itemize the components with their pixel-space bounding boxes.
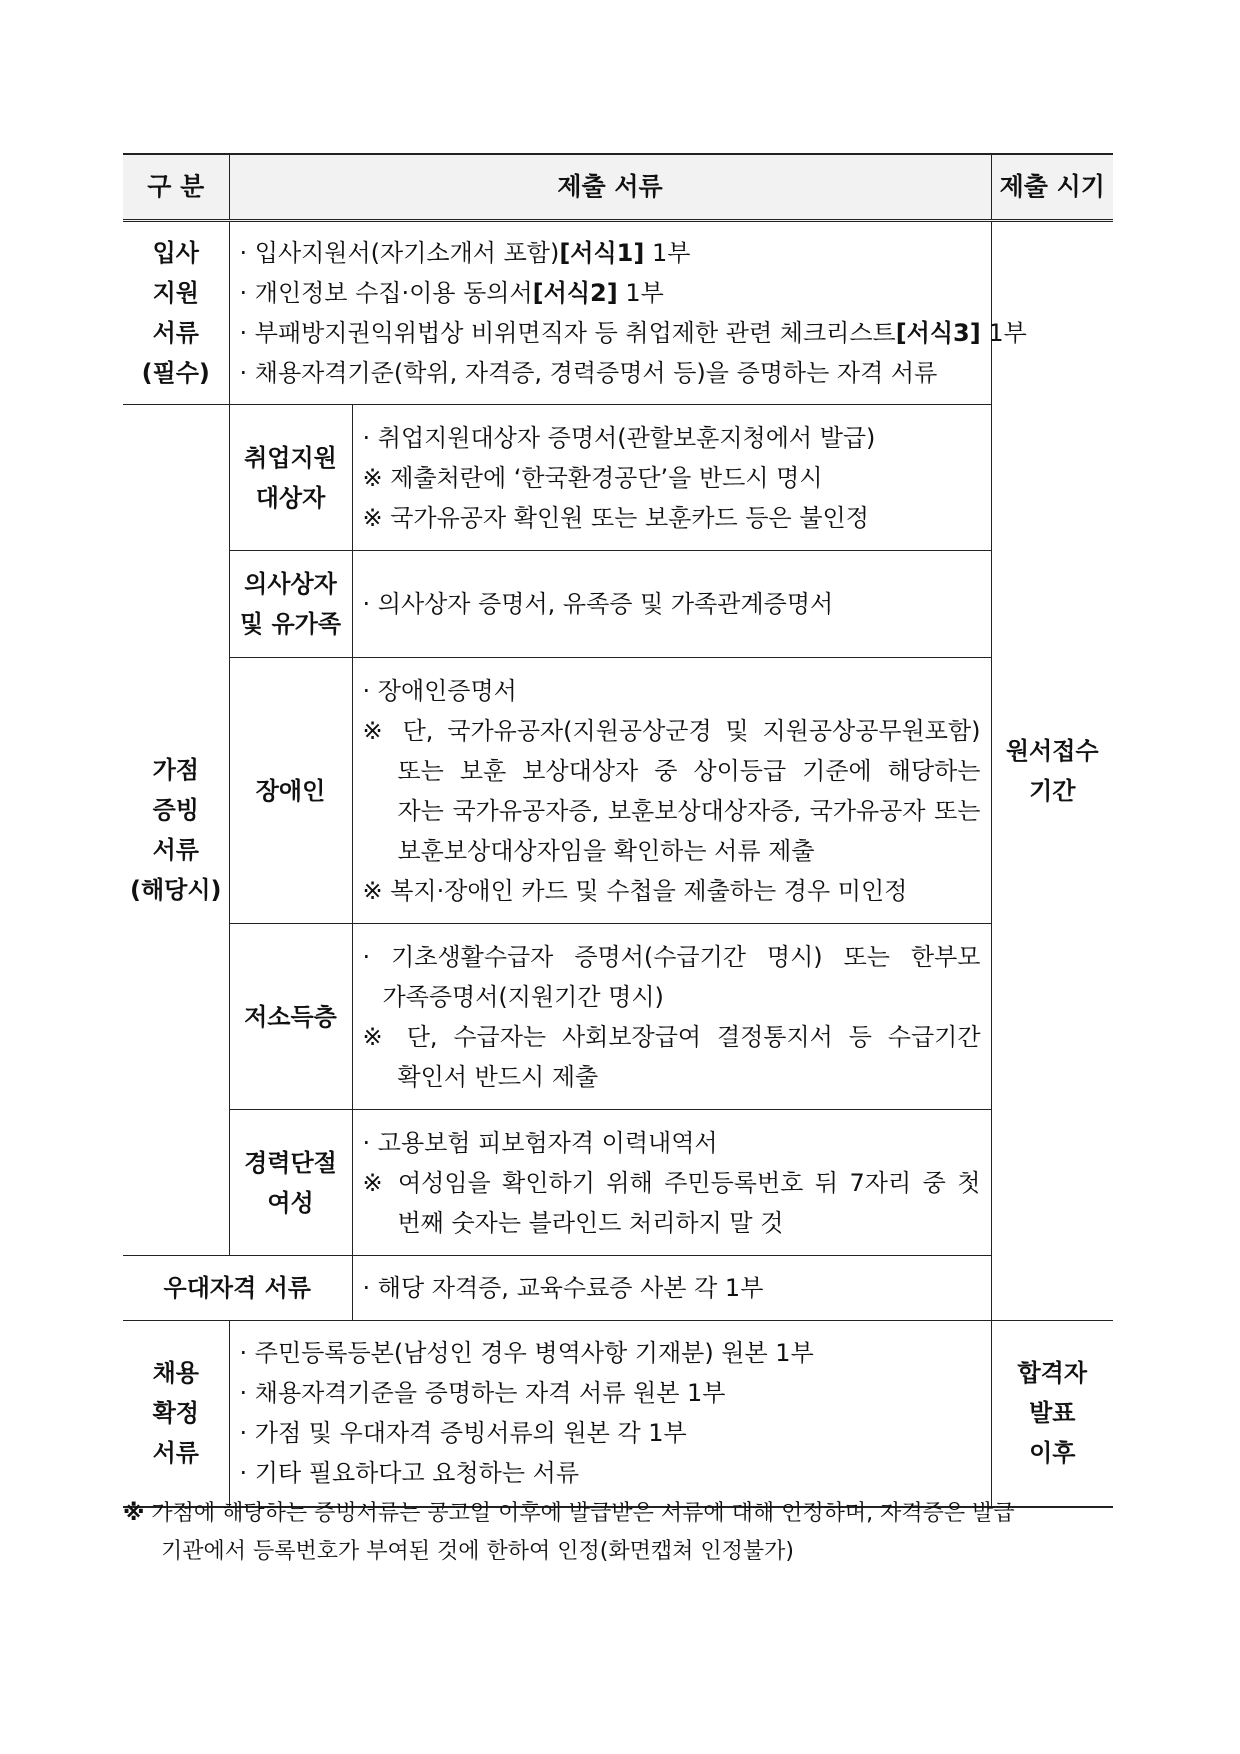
list-item: 가족증명서(지원기간 명시) (382, 982, 664, 1011)
timing-application-period: 원서접수 기간 (991, 221, 1113, 1321)
header-timing: 제출 시기 (991, 154, 1113, 221)
list-item: ※ 여성임을 확인하기 위해 주민등록번호 뒤 7자리 중 첫 (362, 1168, 981, 1197)
bonus-row-employment-support (123, 405, 1113, 551)
list-item: ※ 단, 수급자는 사회보장급여 결정통지서 등 수급기간 (362, 1022, 981, 1051)
list-item: · 채용자격기준을 증명하는 자격 서류 원본 1부 (239, 1379, 726, 1408)
bonus-label-disabled: 장애인 (229, 658, 352, 924)
footnote-line-2: 기관에서 등록번호가 부여된 것에 한하여 인정(화면캡쳐 인정불가) (161, 1539, 794, 1564)
list-item: 또는 보훈 보상대상자 중 상이등급 기준에 해당하는 (397, 756, 981, 785)
list-item: ※ 단, 국가유공자(지원공상군경 및 지원공상공무원포함) (362, 716, 981, 745)
header-documents: 제출 서류 (229, 154, 991, 221)
application-row (123, 221, 1113, 405)
bonus-row-career-break (123, 1110, 1113, 1256)
footnote (123, 1495, 1113, 1571)
timing-after-announcement: 합격자 발표 이후 (991, 1321, 1113, 1507)
bonus-row-disabled (123, 658, 1113, 924)
footnote-line-1: ※ 가점에 해당하는 증빙서류는 공고일 이후에 발급받은 서류에 대해 인정하며, 자격증은 발급 (123, 1501, 1015, 1526)
list-item: 보훈보상대상자임을 확인하는 서류 제출 (397, 836, 815, 865)
list-item: · 해당 자격증, 교육수료증 사본 각 1부 (362, 1274, 764, 1302)
bonus-docs-low-income (352, 924, 991, 1110)
list-item: · 개인정보 수집·이용 동의서[서식2] 1부 (239, 279, 664, 307)
bonus-category: 가점 증빙 서류 (해당시) (123, 405, 229, 1256)
preference-docs (352, 1256, 991, 1321)
list-item: · 부패방지권익위법상 비위면직자 등 취업제한 관련 체크리스트[서식3] 1부 (239, 319, 1027, 347)
list-item: · 주민등록등본(남성인 경우 병역사항 기재분) 원본 1부 (239, 1339, 814, 1368)
list-item: ※ 국가유공자 확인원 또는 보훈카드 등은 불인정 (362, 503, 869, 532)
preference-row (123, 1256, 1113, 1321)
bonus-docs-employment-support (352, 405, 991, 551)
bonus-docs-career-break (352, 1110, 991, 1256)
list-item: · 기타 필요하다고 요청하는 서류 (239, 1459, 580, 1488)
application-category: 입사 지원 서류 (필수) (123, 221, 229, 405)
list-item: · 입사지원서(자기소개서 포함)[서식1] 1부 (239, 239, 691, 267)
list-item: 자는 국가유공자증, 보훈보상대상자증, 국가유공자 또는 (397, 796, 981, 825)
bonus-label-low-income: 저소득층 (229, 924, 352, 1110)
bonus-label-employment-support: 취업지원 대상자 (229, 405, 352, 551)
list-item: · 의사상자 증명서, 유족증 및 가족관계증명서 (362, 590, 834, 618)
list-item: 확인서 반드시 제출 (397, 1062, 599, 1091)
list-item: · 고용보험 피보험자격 이력내역서 (362, 1128, 718, 1157)
list-item: 번째 숫자는 블라인드 처리하지 말 것 (397, 1208, 784, 1237)
list-item: · 기초생활수급자 증명서(수급기간 명시) 또는 한부모 (362, 942, 981, 971)
list-item: · 가점 및 우대자격 증빙서류의 원본 각 1부 (239, 1419, 687, 1448)
bonus-label-victims: 의사상자 및 유가족 (229, 551, 352, 658)
confirm-row (123, 1321, 1113, 1507)
application-documents (229, 221, 1027, 405)
bonus-docs-victims (352, 551, 991, 658)
documents-table (123, 153, 1113, 1508)
confirm-category: 채용 확정 서류 (123, 1321, 229, 1507)
header-category: 구 분 (123, 154, 229, 221)
bonus-label-career-break: 경력단절 여성 (229, 1110, 352, 1256)
bonus-docs-disabled (352, 658, 991, 924)
list-item: · 채용자격기준(학위, 자격증, 경력증명서 등)을 증명하는 자격 서류 (239, 359, 938, 387)
list-item: ※ 제출처란에 ‘한국환경공단’을 반드시 명시 (362, 463, 823, 492)
preference-label: 우대자격 서류 (123, 1256, 352, 1321)
list-item: ※ 복지·장애인 카드 및 수첩을 제출하는 경우 미인정 (362, 876, 908, 905)
bonus-row-victims (123, 551, 1113, 658)
list-item: · 장애인증명서 (362, 676, 517, 705)
table-header-row (123, 154, 1113, 221)
confirm-documents (229, 1321, 991, 1507)
list-item: · 취업지원대상자 증명서(관할보훈지청에서 발급) (362, 423, 876, 452)
bonus-row-low-income (123, 924, 1113, 1110)
